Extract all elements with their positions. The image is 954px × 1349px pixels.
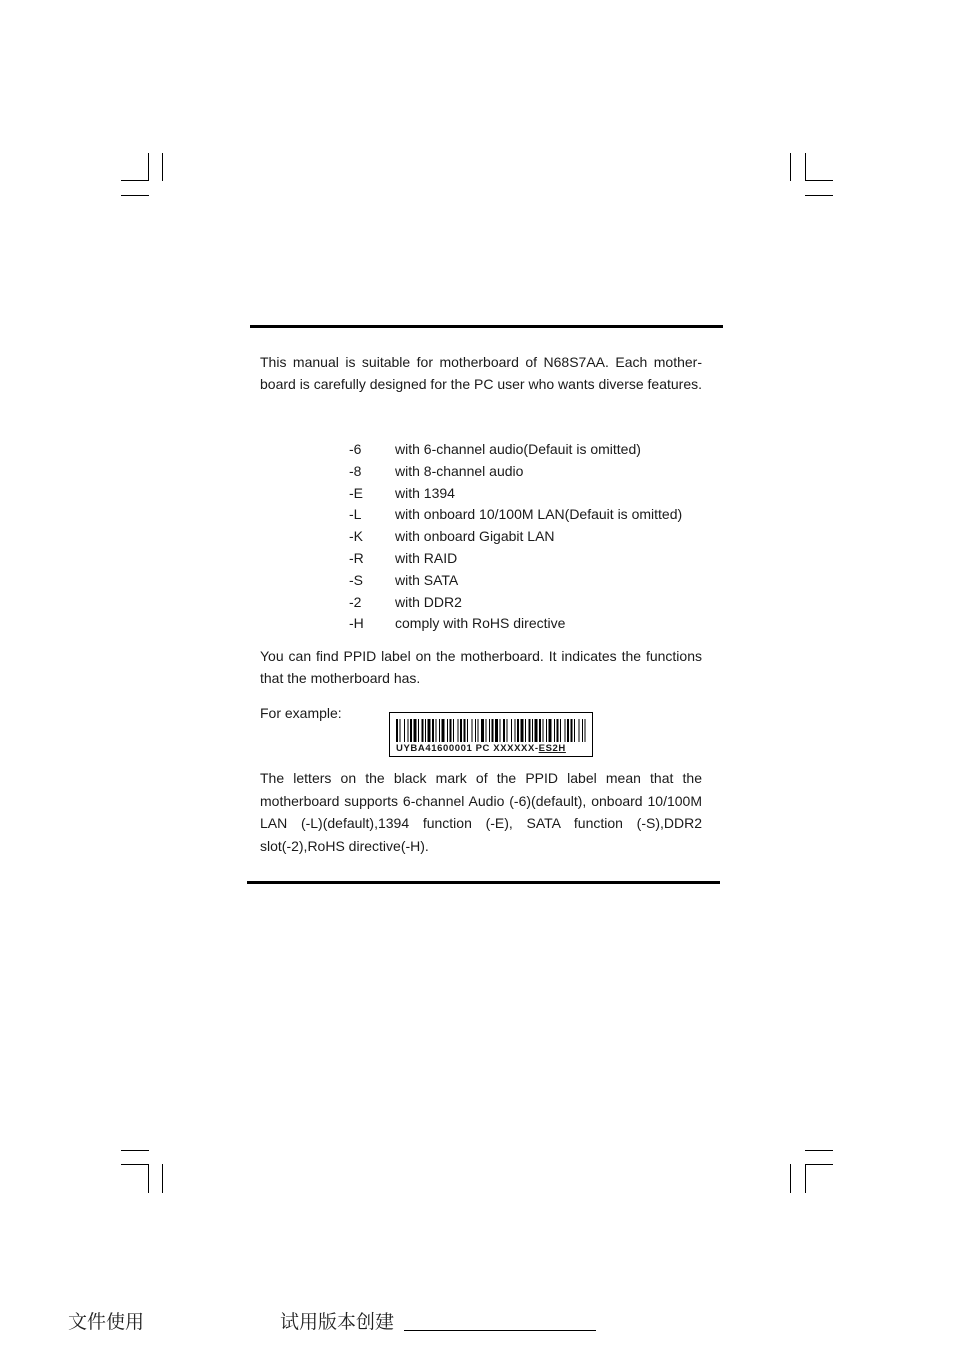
option-code: -2 (349, 593, 362, 610)
footer-left-text: 文件使用 (68, 1311, 145, 1333)
option-code: -L (349, 506, 362, 523)
option-desc: with SATA (395, 571, 459, 588)
crop-mark-bottom-right (805, 1150, 833, 1151)
option-code: -S (349, 571, 363, 588)
option-code: -H (349, 615, 364, 632)
crop-mark-top-right (805, 153, 806, 181)
ppid-note-paragraph: You can find PPID label on the motherboard. It indicates the functions that the motherboard has. (260, 648, 702, 686)
option-desc: with onboard Gigabit LAN (395, 528, 555, 545)
example-label: For example: (260, 705, 342, 721)
ppid-label-text (396, 743, 566, 755)
crop-mark-bottom-left (162, 1164, 163, 1193)
option-code: -R (349, 549, 364, 566)
crop-mark-bottom-left (121, 1164, 149, 1165)
crop-mark-top-left (162, 153, 163, 181)
crop-mark-top-right (805, 195, 833, 196)
option-code: -K (349, 528, 363, 545)
crop-mark-top-left (148, 153, 149, 181)
crop-mark-bottom-right (805, 1164, 833, 1165)
crop-mark-bottom-left (121, 1150, 149, 1151)
crop-mark-top-right (805, 180, 833, 181)
option-code: -8 (349, 462, 362, 479)
option-desc: with RAID (395, 549, 458, 566)
option-code: -E (349, 484, 363, 501)
option-desc: with 8-channel audio (395, 462, 524, 479)
ppid-prefix: UYBA41600001 PC XXXXXX- (396, 743, 539, 754)
ppid-label (389, 712, 593, 757)
bottom-rule (247, 881, 720, 884)
option-desc: with 1394 (395, 484, 455, 501)
intro-paragraph: This manual is suitable for motherboard of N68S7AA. Each mother-board is carefully designed for the PC user who wants diverse features. (260, 354, 703, 392)
ppid-marked-code: ES2H (538, 743, 566, 754)
footer-right-text: 试用版本创建 (280, 1311, 395, 1333)
option-desc: comply with RoHS directive (395, 615, 566, 632)
option-code: -6 (349, 441, 362, 457)
crop-mark-top-left (121, 195, 149, 196)
option-desc: with DDR2 (395, 593, 462, 610)
barcode-icon (396, 719, 588, 742)
explanation-paragraph: The letters on the black mark of the PPID label mean that the motherboard supports 6-channel Audio (-6)(default), onboard 10/100M LAN (-L)(default),1394 function (-E), SATA function (-S),DDR2 slot(-2),RoHS directive(-H). (260, 770, 702, 854)
crop-mark-top-right (790, 153, 791, 181)
option-desc: with 6-channel audio(Defauit is omitted) (395, 441, 641, 457)
option-desc: with onboard 10/100M LAN(Defauit is omitted) (395, 506, 683, 523)
crop-mark-top-left (121, 180, 149, 181)
crop-mark-bottom-left (148, 1164, 149, 1193)
top-rule (250, 325, 723, 328)
footer-underline (404, 1330, 596, 1331)
crop-mark-bottom-right (805, 1164, 806, 1193)
crop-mark-bottom-right (790, 1164, 791, 1193)
